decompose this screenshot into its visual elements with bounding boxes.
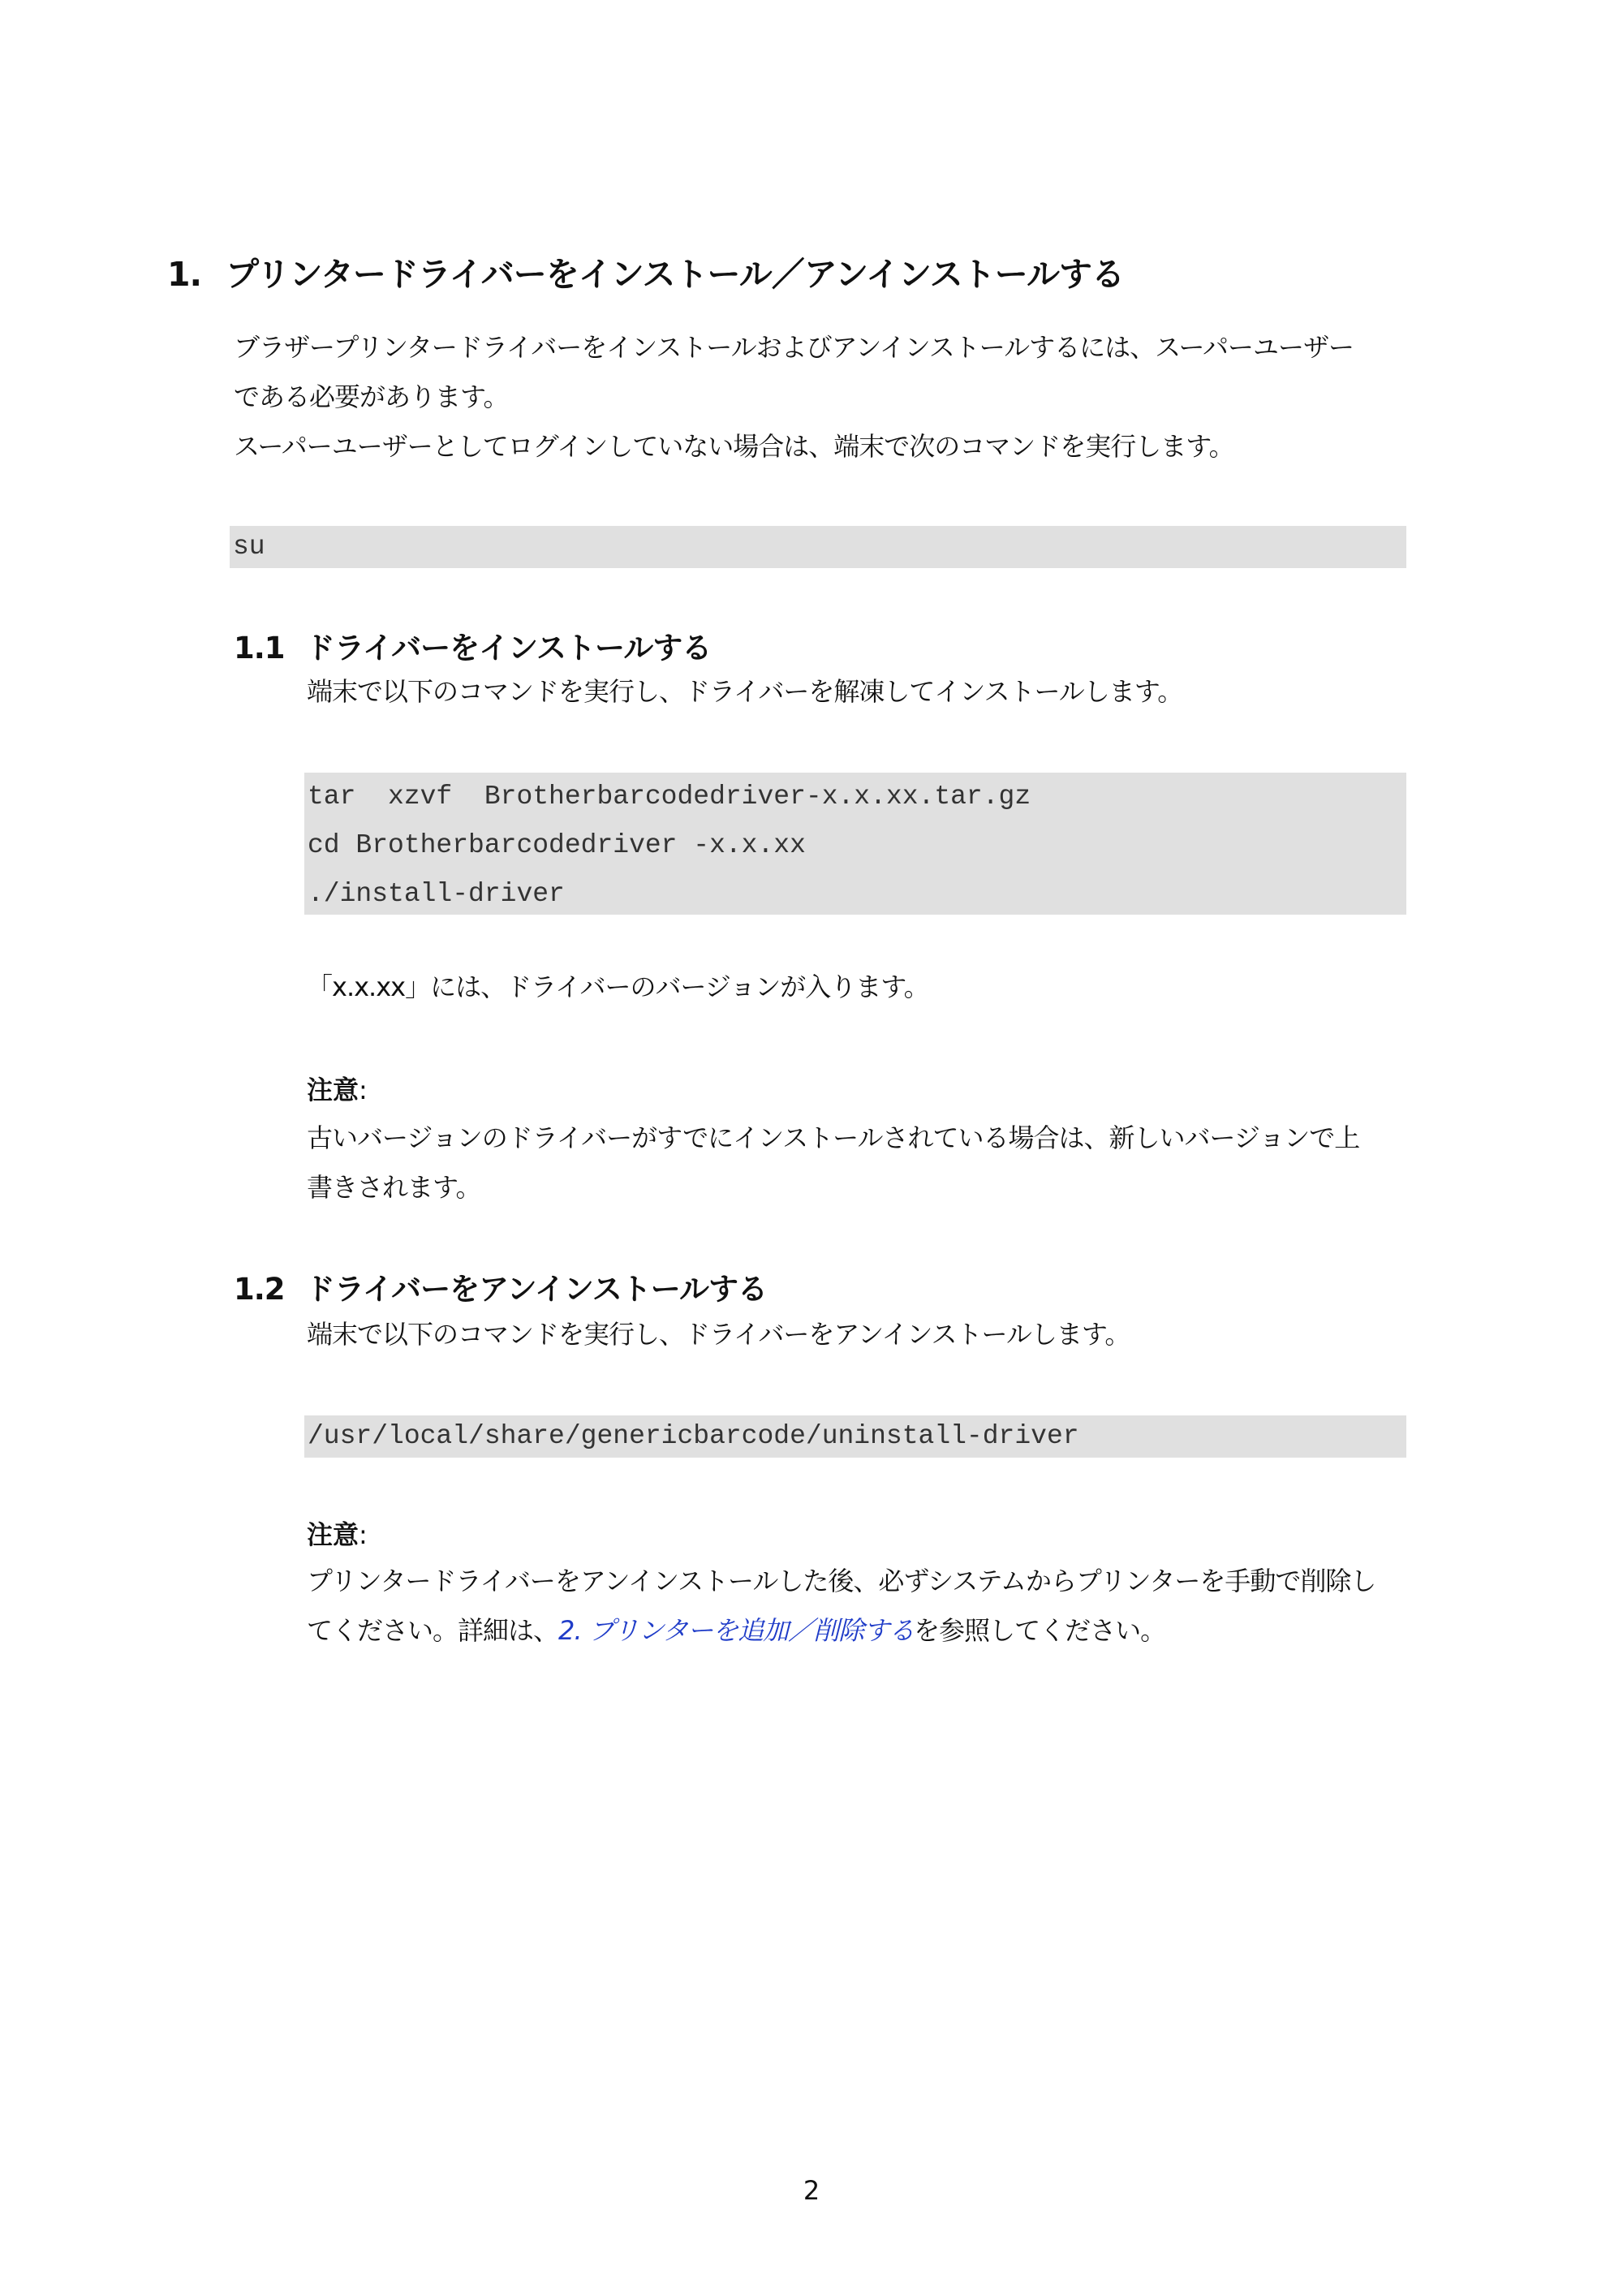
section-1-2-intro: 端末で以下のコマンドを実行し、ドライバーをアンインストールします。	[307, 1319, 1130, 1350]
code-line: tar xzvf Brotherbarcodedriver-x.x.xx.tar.gz	[308, 782, 1031, 812]
section-1-2-number: 1.2	[234, 1272, 285, 1307]
note-text-uninstall	[307, 1557, 1375, 1656]
note-text-after-link: を参照してください。	[914, 1615, 1166, 1646]
note-label-text: 注意	[307, 1075, 359, 1105]
note-text-before-link: てください。詳細は、	[307, 1615, 559, 1646]
note-line: 書きされます。	[307, 1172, 481, 1203]
section-1-intro	[234, 323, 1354, 472]
section-1-1-intro: 端末で以下のコマンドを実行し、ドライバーを解凍してインストールします。	[307, 676, 1183, 707]
version-note: 「x.x.xx」には、ドライバーのバージョンが入ります。	[307, 971, 929, 1002]
note-label-uninstall	[307, 1514, 368, 1552]
section-1-1-title: ドライバーをインストールする	[305, 631, 712, 666]
page-number: 2	[803, 2175, 820, 2206]
note-line	[307, 1606, 1375, 1656]
section-1-2-title: ドライバーをアンインストールする	[305, 1272, 767, 1307]
code-line: ./install-driver	[308, 879, 565, 909]
note-label-install	[307, 1070, 368, 1107]
add-remove-printer-link[interactable]: 2. プリンターを追加／削除する	[558, 1615, 915, 1646]
note-label-colon: :	[359, 1075, 368, 1105]
section-1-1-heading	[234, 623, 711, 667]
section-1-intro-line: ブラザープリンタードライバーをインストールおよびアンインストールするには、スーパーユーザー	[234, 332, 1354, 363]
code-block-install[interactable]	[304, 773, 1406, 915]
section-1-intro-line: である必要があります。	[234, 381, 509, 412]
section-1-2-heading	[234, 1264, 767, 1308]
section-1-heading	[167, 248, 1124, 295]
section-1-number: 1.	[167, 255, 202, 294]
note-label-text: 注意	[307, 1519, 359, 1550]
code-line: cd Brotherbarcodedriver -x.x.xx	[308, 830, 806, 860]
note-label-colon: :	[359, 1519, 368, 1550]
code-block-su[interactable]	[230, 526, 1406, 568]
section-1-1-number: 1.1	[234, 631, 285, 666]
note-line: 古いバージョンのドライバーがすでにインストールされている場合は、新しいバージョンで上	[307, 1122, 1360, 1153]
code-line: /usr/local/share/genericbarcode/uninstall-driver	[308, 1421, 1079, 1451]
note-text-install	[307, 1114, 1359, 1213]
note-line: プリンタードライバーをアンインストールした後、必ずシステムからプリンターを手動で削除し	[307, 1566, 1376, 1596]
section-1-intro-line: スーパーユーザーとしてログインしていない場合は、端末で次のコマンドを実行します。	[234, 431, 1234, 462]
code-line: su	[233, 532, 265, 562]
code-block-uninstall[interactable]	[304, 1415, 1406, 1458]
section-1-title: プリンタードライバーをインストール／アンインストールする	[226, 255, 1124, 294]
